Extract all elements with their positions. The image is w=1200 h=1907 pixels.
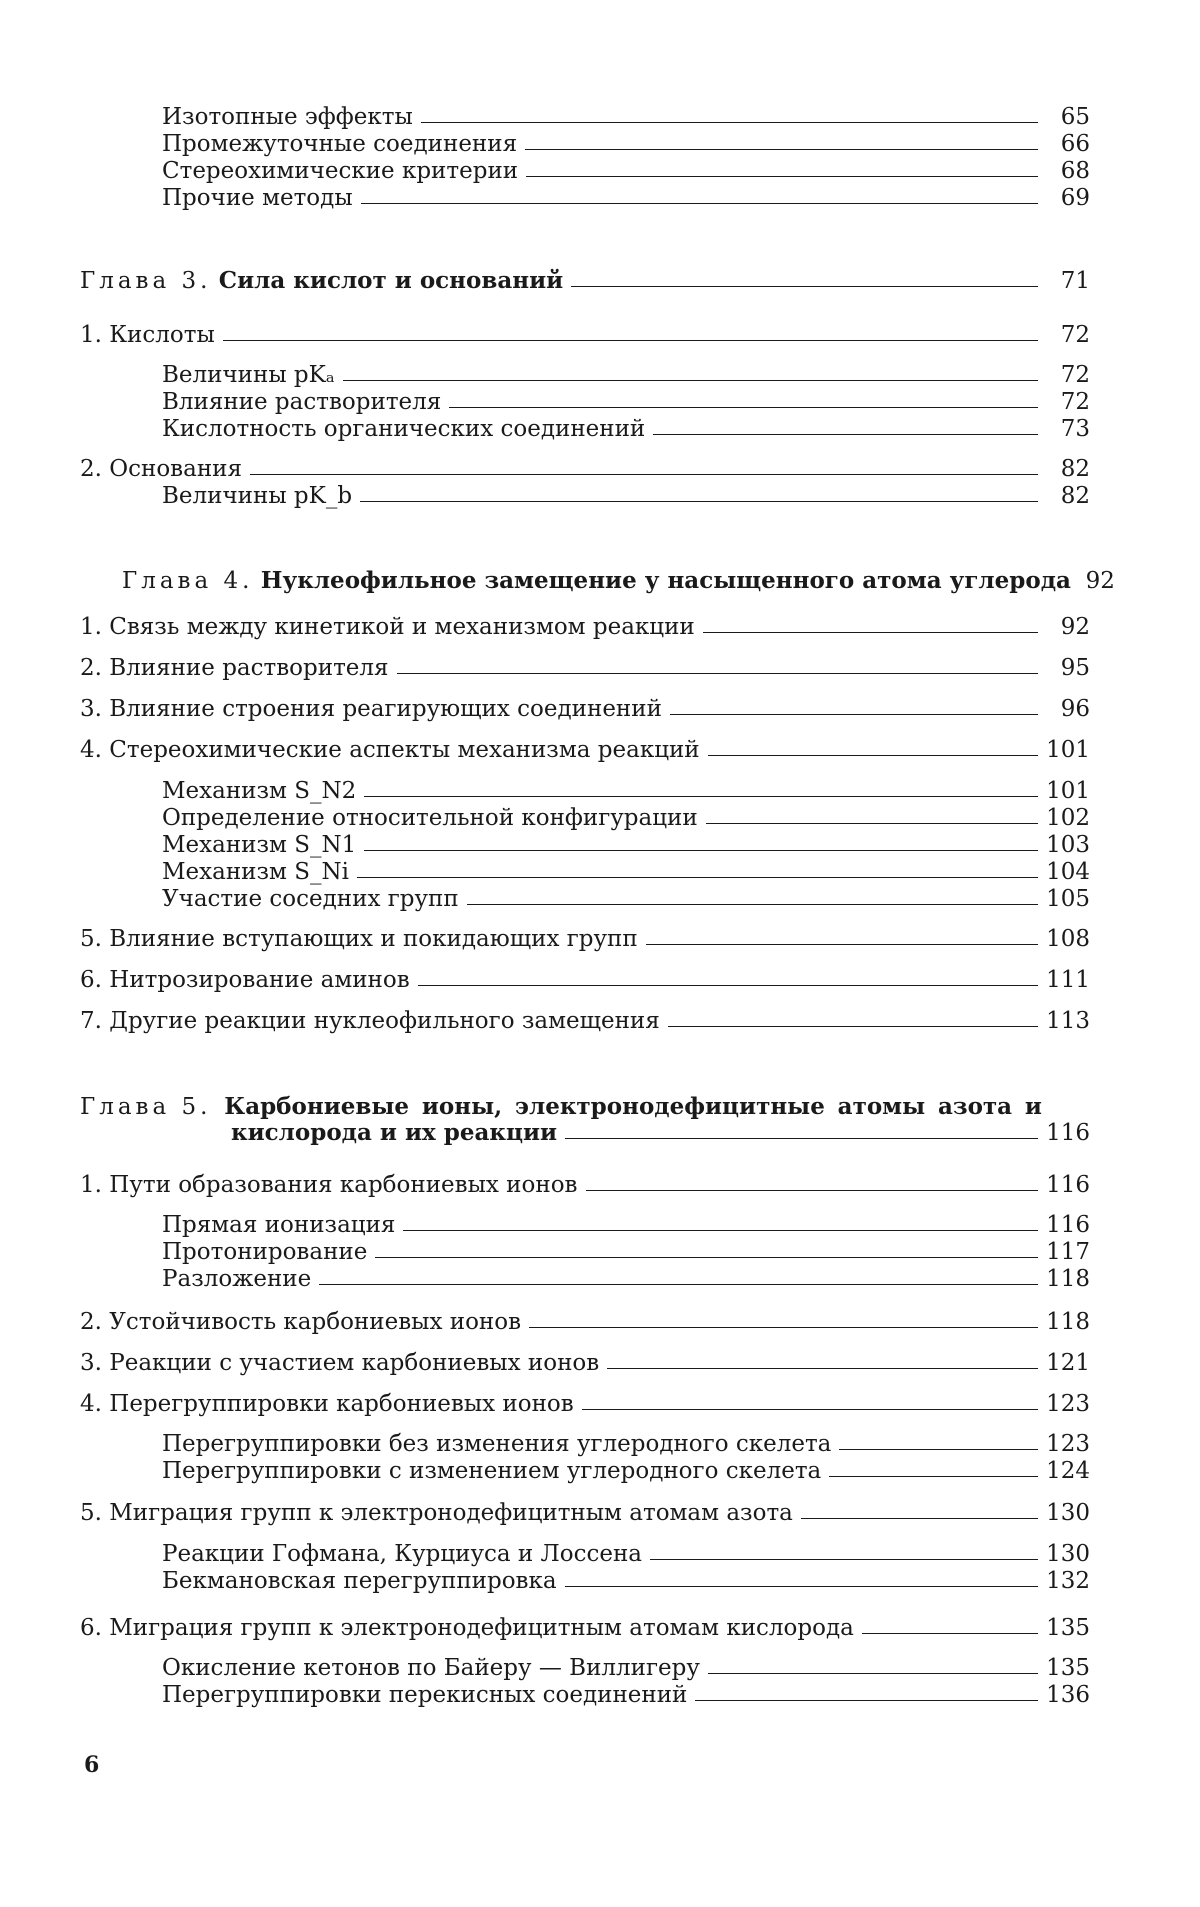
entry-label: Реакции Гофмана, Курциуса и Лоссена	[162, 1541, 642, 1567]
section-label: 4. Стереохимические аспекты механизма реакций	[80, 737, 700, 763]
entry-page: 103	[1046, 832, 1090, 858]
dot-leader	[526, 176, 1038, 177]
entry-page: 92	[1085, 568, 1115, 594]
entry-page: 135	[1046, 1615, 1090, 1641]
dot-leader	[839, 1449, 1038, 1450]
dot-leader	[319, 1284, 1038, 1285]
section-label: 5. Влияние вступающих и покидающих групп	[80, 926, 638, 952]
entry-page: 82	[1060, 456, 1090, 482]
section-label: 2. Основания	[80, 456, 242, 482]
entry-label: Протонирование	[162, 1239, 368, 1265]
dot-leader	[364, 796, 1038, 797]
toc-entry	[162, 1212, 1090, 1238]
toc-entry	[162, 832, 1090, 858]
dot-leader	[801, 1518, 1038, 1519]
entry-page: 116	[1046, 1172, 1090, 1198]
toc-section	[80, 1391, 1090, 1417]
dot-leader	[708, 755, 1038, 756]
toc-entry	[162, 1266, 1090, 1292]
entry-page: 123	[1046, 1431, 1090, 1457]
entry-label: Прямая ионизация	[162, 1212, 396, 1238]
entry-label: Механизм S_N1	[162, 832, 357, 858]
dot-leader	[670, 714, 1038, 715]
toc-entry	[162, 1458, 1090, 1484]
chapter-prefix: Глава 3.	[80, 268, 212, 294]
dot-leader	[829, 1476, 1038, 1477]
entry-page: 96	[1060, 696, 1090, 722]
toc-entry	[162, 1239, 1090, 1265]
section-label: 3. Реакции с участием карбониевых ионов	[80, 1350, 600, 1376]
entry-label: Разложение	[162, 1266, 312, 1292]
entry-label: Перегруппировки перекисных соединений	[162, 1682, 688, 1708]
dot-leader	[403, 1230, 1038, 1231]
dot-leader	[250, 474, 1038, 475]
toc-entry	[162, 1568, 1090, 1594]
toc-entry	[162, 104, 1090, 130]
toc-entry	[162, 158, 1090, 184]
entry-page: 136	[1046, 1682, 1090, 1708]
toc-section	[80, 655, 1090, 681]
entry-page: 108	[1046, 926, 1090, 952]
section-label: 1. Пути образования карбониевых ионов	[80, 1172, 578, 1198]
chapter-3-heading	[80, 268, 1090, 294]
section-label: 4. Перегруппировки карбониевых ионов	[80, 1391, 574, 1417]
entry-label: Перегруппировки без изменения углеродного скелета	[162, 1431, 832, 1457]
toc-entry	[162, 416, 1090, 442]
entry-label: Окисление кетонов по Байеру — Виллигеру	[162, 1655, 700, 1681]
entry-page: 121	[1046, 1350, 1090, 1376]
entry-page: 118	[1046, 1266, 1090, 1292]
section-label: 1. Связь между кинетикой и механизмом реакции	[80, 614, 695, 640]
toc-section	[80, 1350, 1090, 1376]
chapter-title-word: атомы	[837, 1093, 926, 1120]
section-label: 6. Нитрозирование аминов	[80, 967, 410, 993]
dot-leader	[703, 632, 1038, 633]
page-number: 6	[84, 1752, 100, 1778]
entry-page: 72	[1060, 362, 1090, 388]
chapter-title-word: и	[1024, 1093, 1042, 1120]
entry-page: 135	[1046, 1655, 1090, 1681]
entry-label: Участие соседних групп	[162, 886, 459, 912]
toc-entry	[162, 185, 1090, 211]
toc-entry	[162, 778, 1090, 804]
chapter-title-word: Карбониевые	[224, 1093, 410, 1120]
dot-leader	[607, 1368, 1038, 1369]
toc-section	[80, 322, 1090, 348]
chapter-prefix: Глава 5.	[80, 1094, 212, 1120]
dot-leader	[364, 850, 1038, 851]
entry-page: 130	[1046, 1500, 1090, 1526]
entry-label: Стереохимические критерии	[162, 158, 519, 184]
dot-leader	[582, 1409, 1038, 1410]
chapter-5-heading	[80, 1094, 1090, 1146]
entry-label: Определение относительной конфигурации	[162, 805, 698, 831]
entry-page: 73	[1060, 416, 1090, 442]
toc-section	[80, 967, 1090, 993]
entry-page: 69	[1060, 185, 1090, 211]
chapter-title-word: ионы,	[421, 1093, 503, 1120]
dot-leader	[571, 286, 1038, 287]
entry-page: 130	[1046, 1541, 1090, 1567]
entry-page: 116	[1046, 1120, 1090, 1146]
entry-label: Прочие методы	[162, 185, 353, 211]
toc-section	[80, 456, 1090, 482]
dot-leader	[343, 380, 1038, 381]
dot-leader	[862, 1633, 1038, 1634]
chapter-title-word: азота	[938, 1093, 1013, 1120]
dot-leader	[375, 1257, 1038, 1258]
chapter-title: Сила кислот и оснований	[218, 267, 564, 294]
section-label: 3. Влияние строения реагирующих соединений	[80, 696, 662, 722]
entry-page: 124	[1046, 1458, 1090, 1484]
entry-page: 71	[1060, 268, 1090, 294]
dot-leader	[418, 985, 1038, 986]
entry-label: Изотопные эффекты	[162, 104, 413, 130]
entry-page: 111	[1046, 967, 1090, 993]
toc-section	[80, 1008, 1090, 1034]
dot-leader	[565, 1138, 1038, 1139]
entry-page: 101	[1046, 778, 1090, 804]
dot-leader	[467, 904, 1038, 905]
toc-section	[80, 1309, 1090, 1335]
section-label: 2. Влияние растворителя	[80, 655, 389, 681]
entry-page: 105	[1046, 886, 1090, 912]
entry-page: 116	[1046, 1212, 1090, 1238]
toc-entry	[162, 805, 1090, 831]
toc-section	[80, 926, 1090, 952]
section-label: 5. Миграция групп к электронодефицитным атомам азота	[80, 1500, 793, 1526]
dot-leader	[586, 1190, 1039, 1191]
entry-page: 82	[1060, 483, 1090, 509]
entry-page: 95	[1060, 655, 1090, 681]
entry-label: Величины pK_b	[162, 483, 353, 509]
dot-leader	[397, 673, 1038, 674]
entry-page: 113	[1046, 1008, 1090, 1034]
toc-section	[80, 737, 1090, 763]
entry-page: 66	[1060, 131, 1090, 157]
chapter-title-line2: кислорода и их реакции	[231, 1119, 558, 1146]
chapter-4-heading	[122, 567, 1115, 594]
toc-section	[80, 614, 1090, 640]
entry-page: 102	[1046, 805, 1090, 831]
toc-entry	[162, 1541, 1090, 1567]
dot-leader	[357, 877, 1038, 878]
entry-page: 132	[1046, 1568, 1090, 1594]
dot-leader	[223, 340, 1038, 341]
dot-leader	[708, 1673, 1038, 1674]
toc-entry	[162, 1655, 1090, 1681]
dot-leader	[449, 407, 1038, 408]
section-label: 7. Другие реакции нуклеофильного замещения	[80, 1008, 660, 1034]
entry-label: Механизм S_Ni	[162, 859, 349, 885]
dot-leader	[650, 1559, 1038, 1560]
chapter-title: Нуклеофильное замещение у насыщенного атома углерода	[260, 567, 1071, 594]
dot-leader	[706, 823, 1038, 824]
toc-section	[80, 1172, 1090, 1198]
entry-page: 65	[1060, 104, 1090, 130]
entry-label: Бекмановская перегруппировка	[162, 1568, 557, 1594]
entry-page: 68	[1060, 158, 1090, 184]
entry-page: 117	[1046, 1239, 1090, 1265]
toc-entry	[162, 1431, 1090, 1457]
toc-entry	[162, 362, 1090, 388]
toc-entry	[162, 886, 1090, 912]
section-label: 1. Кислоты	[80, 322, 215, 348]
toc-section	[80, 1500, 1090, 1526]
dot-leader	[646, 944, 1038, 945]
dot-leader	[695, 1700, 1038, 1701]
entry-page: 72	[1060, 389, 1090, 415]
entry-page: 118	[1046, 1309, 1090, 1335]
entry-label: Величины pKₐ	[162, 362, 335, 388]
toc-entry	[162, 1682, 1090, 1708]
chapter-title-word: электронодефицитные	[514, 1093, 825, 1120]
entry-label: Промежуточные соединения	[162, 131, 518, 157]
toc-entry	[162, 131, 1090, 157]
dot-leader	[565, 1586, 1038, 1587]
dot-leader	[653, 434, 1038, 435]
section-label: 2. Устойчивость карбониевых ионов	[80, 1309, 522, 1335]
dot-leader	[361, 203, 1038, 204]
toc-section	[80, 696, 1090, 722]
toc-entry	[162, 483, 1090, 509]
toc-entry	[162, 389, 1090, 415]
dot-leader	[525, 149, 1038, 150]
dot-leader	[668, 1026, 1038, 1027]
entry-label: Механизм S_N2	[162, 778, 357, 804]
toc-section	[80, 1615, 1090, 1641]
toc-entry	[162, 859, 1090, 885]
entry-label: Перегруппировки с изменением углеродного скелета	[162, 1458, 822, 1484]
section-label: 6. Миграция групп к электронодефицитным атомам кислорода	[80, 1615, 854, 1641]
dot-leader	[529, 1327, 1038, 1328]
dot-leader	[421, 122, 1038, 123]
entry-label: Кислотность органических соединений	[162, 416, 646, 442]
entry-page: 72	[1060, 322, 1090, 348]
dot-leader	[360, 501, 1038, 502]
entry-page: 92	[1060, 614, 1090, 640]
entry-page: 123	[1046, 1391, 1090, 1417]
entry-label: Влияние растворителя	[162, 389, 442, 415]
chapter-prefix: Глава 4.	[122, 568, 254, 594]
entry-page: 101	[1046, 737, 1090, 763]
entry-page: 104	[1046, 859, 1090, 885]
